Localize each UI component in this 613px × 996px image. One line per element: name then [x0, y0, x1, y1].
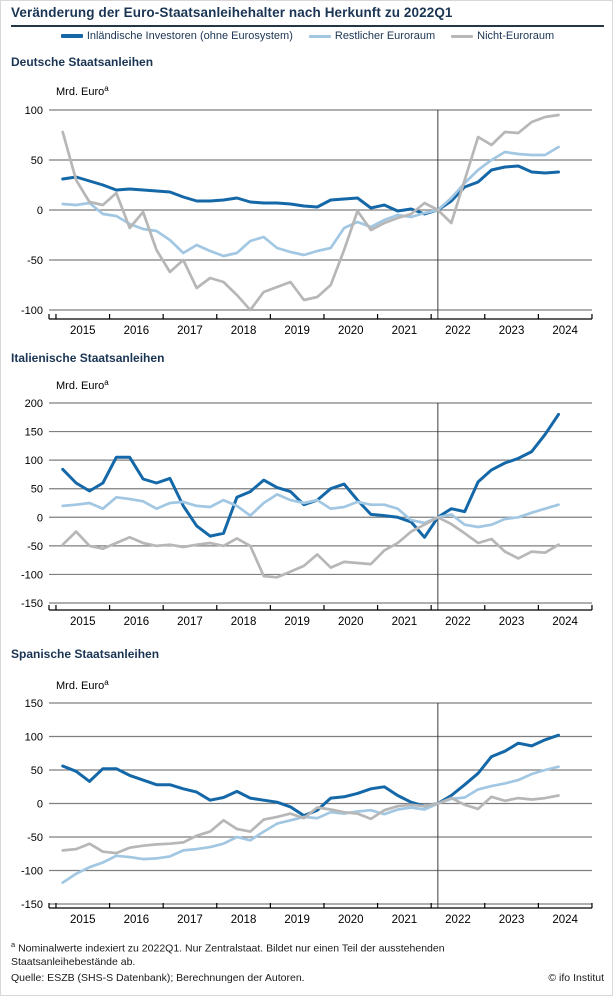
svg-text:2016: 2016 — [123, 325, 150, 337]
svg-text:2024: 2024 — [552, 616, 578, 628]
x-axis — [49, 605, 592, 628]
svg-text:2017: 2017 — [177, 616, 203, 628]
svg-text:2021: 2021 — [391, 616, 418, 628]
svg-text:100: 100 — [24, 455, 43, 468]
series-line-rest-euro — [63, 147, 559, 256]
footnote-text: Nominalwerte indexiert zu 2022Q1. Nur Zentralstaat. Bildet nur einen Teil der ausstehenden — [15, 942, 445, 955]
svg-text:0: 0 — [36, 512, 43, 525]
svg-text:2019: 2019 — [284, 325, 310, 337]
svg-text:2024: 2024 — [552, 325, 578, 337]
chart-spanish-bonds — [1, 665, 613, 927]
svg-text:2017: 2017 — [177, 325, 203, 337]
svg-text:50: 50 — [30, 765, 43, 777]
svg-text:2021: 2021 — [391, 914, 418, 926]
svg-text:2017: 2017 — [177, 914, 203, 926]
svg-text:-50: -50 — [27, 832, 43, 844]
gridlines — [49, 110, 592, 310]
svg-text:-100: -100 — [20, 569, 43, 582]
svg-text:2021: 2021 — [391, 325, 418, 337]
svg-text:0: 0 — [36, 205, 43, 217]
page-title: Veränderung der Euro-Staatsanleihehalter nach Herkunft zu 2022Q1 — [11, 5, 453, 20]
footnote-text-line2: Staatsanleihebestände ab. — [11, 955, 136, 968]
svg-text:0: 0 — [36, 798, 43, 811]
legend-line-swatch-rest-euro — [309, 35, 331, 38]
chart-legend — [1, 30, 613, 42]
legend-label-rest-euro: Restlicher Euroraum — [334, 30, 436, 42]
svg-text:2023: 2023 — [498, 914, 525, 926]
legend-label-domestic: Inländische Investoren (ohne Eurosystem) — [86, 30, 293, 42]
series-line-non-euro — [63, 115, 559, 310]
svg-text:2015: 2015 — [69, 914, 96, 926]
legend-item-non-euro — [451, 30, 554, 42]
legend-item-rest-euro — [309, 30, 435, 42]
legend-line-swatch-domestic — [61, 34, 83, 38]
chart-heading-german-bonds: Deutsche Staatsanleihen — [11, 55, 154, 69]
svg-text:2022: 2022 — [445, 914, 471, 926]
svg-text:100: 100 — [24, 731, 43, 744]
footnote — [11, 938, 604, 969]
copyright-text: © ifo Institut — [548, 972, 604, 984]
svg-text:2022: 2022 — [445, 616, 471, 628]
chart-german-bonds — [1, 73, 613, 341]
svg-text:2024: 2024 — [552, 914, 578, 926]
svg-text:2020: 2020 — [337, 914, 364, 926]
legend-label-non-euro: Nicht-Euroraum — [477, 30, 555, 42]
svg-text:2018: 2018 — [230, 325, 257, 337]
series-line-non-euro — [63, 796, 559, 854]
y-axis-unit-label: Mrd. Euro$^a$ — [56, 378, 109, 392]
source-row — [11, 972, 604, 984]
source-text: Quelle: ESZB (SHS-S Datenbank); Berechnungen der Autoren. — [11, 972, 305, 984]
svg-text:-150: -150 — [20, 598, 43, 610]
svg-text:150: 150 — [24, 698, 43, 710]
title-rule — [11, 25, 604, 27]
y-axis-unit-label: Mrd. Euro$^a$ — [56, 84, 109, 98]
svg-text:2015: 2015 — [69, 325, 96, 337]
gridlines — [49, 703, 592, 904]
svg-text:-50: -50 — [27, 255, 43, 267]
svg-text:2019: 2019 — [284, 914, 310, 926]
svg-text:2023: 2023 — [498, 325, 525, 337]
svg-text:-150: -150 — [20, 899, 43, 911]
svg-text:50: 50 — [30, 155, 43, 167]
chart-heading-spanish-bonds: Spanische Staatsanleihen — [11, 647, 160, 661]
series-line-domestic — [63, 414, 559, 537]
svg-text:-100: -100 — [20, 305, 43, 317]
y-axis-unit-label: Mrd. Euro$^a$ — [56, 678, 109, 692]
svg-text:2018: 2018 — [230, 616, 257, 628]
svg-text:50: 50 — [30, 483, 43, 496]
svg-text:150: 150 — [24, 426, 43, 439]
svg-text:100: 100 — [24, 105, 43, 117]
svg-text:2016: 2016 — [123, 616, 150, 628]
svg-text:2016: 2016 — [123, 914, 150, 926]
footnote-superscript: a — [11, 940, 16, 949]
svg-text:2022: 2022 — [445, 325, 471, 337]
x-axis — [49, 314, 592, 337]
svg-text:2019: 2019 — [284, 616, 310, 628]
legend-item-domestic — [61, 30, 293, 42]
series-line-rest-euro — [63, 494, 559, 527]
svg-text:-50: -50 — [27, 540, 43, 553]
svg-text:200: 200 — [24, 398, 43, 410]
series-line-rest-euro — [63, 767, 559, 883]
svg-text:2018: 2018 — [230, 914, 257, 926]
series-line-domestic — [63, 166, 559, 214]
legend-line-swatch-non-euro — [451, 35, 473, 38]
chart-heading-italian-bonds: Italienische Staatsanleihen — [11, 351, 165, 365]
svg-text:2015: 2015 — [69, 616, 96, 628]
x-axis — [49, 903, 592, 926]
svg-text:2023: 2023 — [498, 616, 525, 628]
chart-italian-bonds — [1, 369, 613, 631]
svg-text:2020: 2020 — [337, 616, 364, 628]
svg-text:-100: -100 — [20, 865, 43, 878]
svg-text:2020: 2020 — [337, 325, 364, 337]
